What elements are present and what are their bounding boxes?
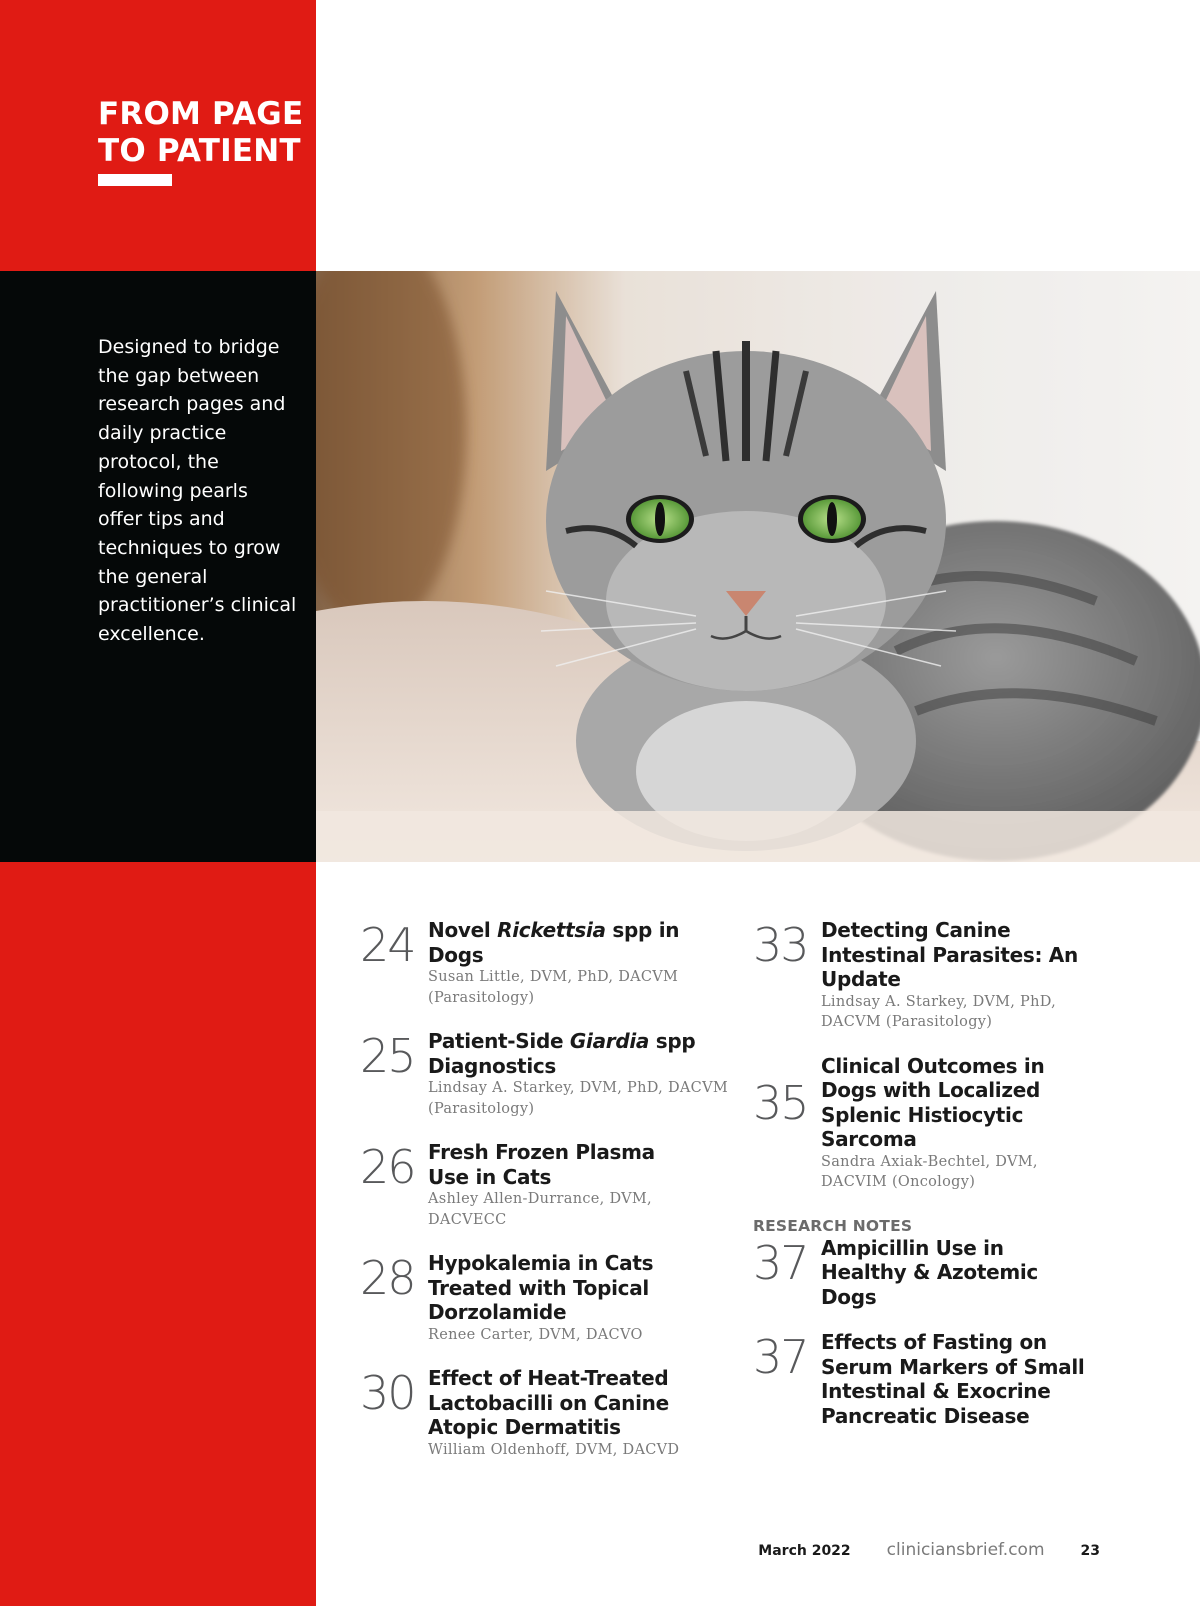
toc-entry-title: Effect of Heat-Treated Lactobacilli on Canine Atopic Dermatitis	[428, 1366, 669, 1439]
toc-left-column	[360, 918, 730, 1460]
toc-page-number: 24	[360, 918, 415, 972]
toc-entry-title: Novel Rickettsia spp in Dogs	[428, 918, 680, 967]
toc-page-number: 33	[753, 918, 808, 972]
toc-entry-author: Susan Little, DVM, PhD, DACVM (Parasitology)	[428, 969, 679, 1006]
toc-right-column	[753, 918, 1143, 1428]
toc-entry-author: William Oldenhoff, DVM, DACVD	[428, 1441, 680, 1458]
toc-entry-author: Ashley Allen-Durrance, DVM, DACVECC	[428, 1191, 652, 1228]
toc-entry-title: Patient-Side Giardia spp Diagnostics	[428, 1029, 696, 1078]
section-title-line-2: TO PATIENT	[98, 133, 301, 169]
toc-entry-title: Ampicillin Use in Healthy & Azotemic Dogs	[821, 1235, 1038, 1309]
toc-page-number: 28	[360, 1251, 415, 1305]
title-underline	[98, 174, 172, 186]
toc-entry[interactable]	[360, 1366, 730, 1460]
toc-page-number: 26	[360, 1140, 415, 1194]
toc-page-number: 35	[753, 1075, 808, 1130]
toc-entry[interactable]	[753, 1330, 1143, 1428]
issue-date: March 2022	[758, 1543, 851, 1559]
toc-entry-author: Lindsay A. Starkey, DVM, PhD, DACVM (Parasitology)	[821, 993, 1057, 1030]
intro-text: Designed to bridge the gap between research pages and daily practice protocol, the following pearls offer tips and techniques to grow the general practitioner’s clinical excellence.	[98, 336, 297, 646]
section-title-line-1: FROM PAGE	[98, 96, 304, 132]
toc-entry[interactable]	[753, 1236, 1143, 1310]
toc-entry-author: Sandra Axiak-Bechtel, DVM, DACVIM (Oncology)	[821, 1153, 1038, 1190]
toc-entry[interactable]	[360, 918, 730, 1008]
toc-entry[interactable]	[360, 1029, 730, 1119]
toc-entry-title: Effects of Fasting on Serum Markers of Small Intestinal & Exocrine Pancreatic Disease	[821, 1330, 1085, 1428]
toc-entry[interactable]	[360, 1140, 730, 1230]
toc-entry[interactable]	[360, 1251, 730, 1345]
toc-entry[interactable]	[753, 918, 1143, 1033]
section-title	[98, 96, 303, 170]
page-number: 23	[1080, 1543, 1100, 1559]
toc-page-number: 37	[753, 1235, 808, 1290]
page-footer	[758, 1540, 1100, 1560]
toc-entry[interactable]	[753, 1054, 1143, 1193]
toc-page-number: 30	[360, 1366, 415, 1420]
red-footer-panel	[0, 862, 316, 1606]
toc-entry-title: Fresh Frozen Plasma Use in Cats	[428, 1140, 655, 1189]
toc-entry-author: Lindsay A. Starkey, DVM, PhD, DACVM (Parasitology)	[428, 1080, 728, 1117]
research-notes-label: RESEARCH NOTES	[753, 1216, 913, 1235]
toc-entry-author: Renee Carter, DVM, DACVO	[428, 1326, 643, 1343]
toc-entry-title: Detecting Canine Intestinal Parasites: An Update	[821, 918, 1078, 991]
toc-entry-title: Hypokalemia in Cats Treated with Topical Dorzolamide	[428, 1251, 654, 1324]
toc-entry-title: Clinical Outcomes in Dogs with Localized Splenic Histiocytic Sarcoma	[821, 1053, 1045, 1151]
toc-page-number: 25	[360, 1029, 415, 1083]
tabby-cat-photo	[316, 271, 1200, 862]
website-link[interactable]: cliniciansbrief.com	[886, 1540, 1045, 1560]
toc-page-number: 37	[753, 1330, 808, 1384]
